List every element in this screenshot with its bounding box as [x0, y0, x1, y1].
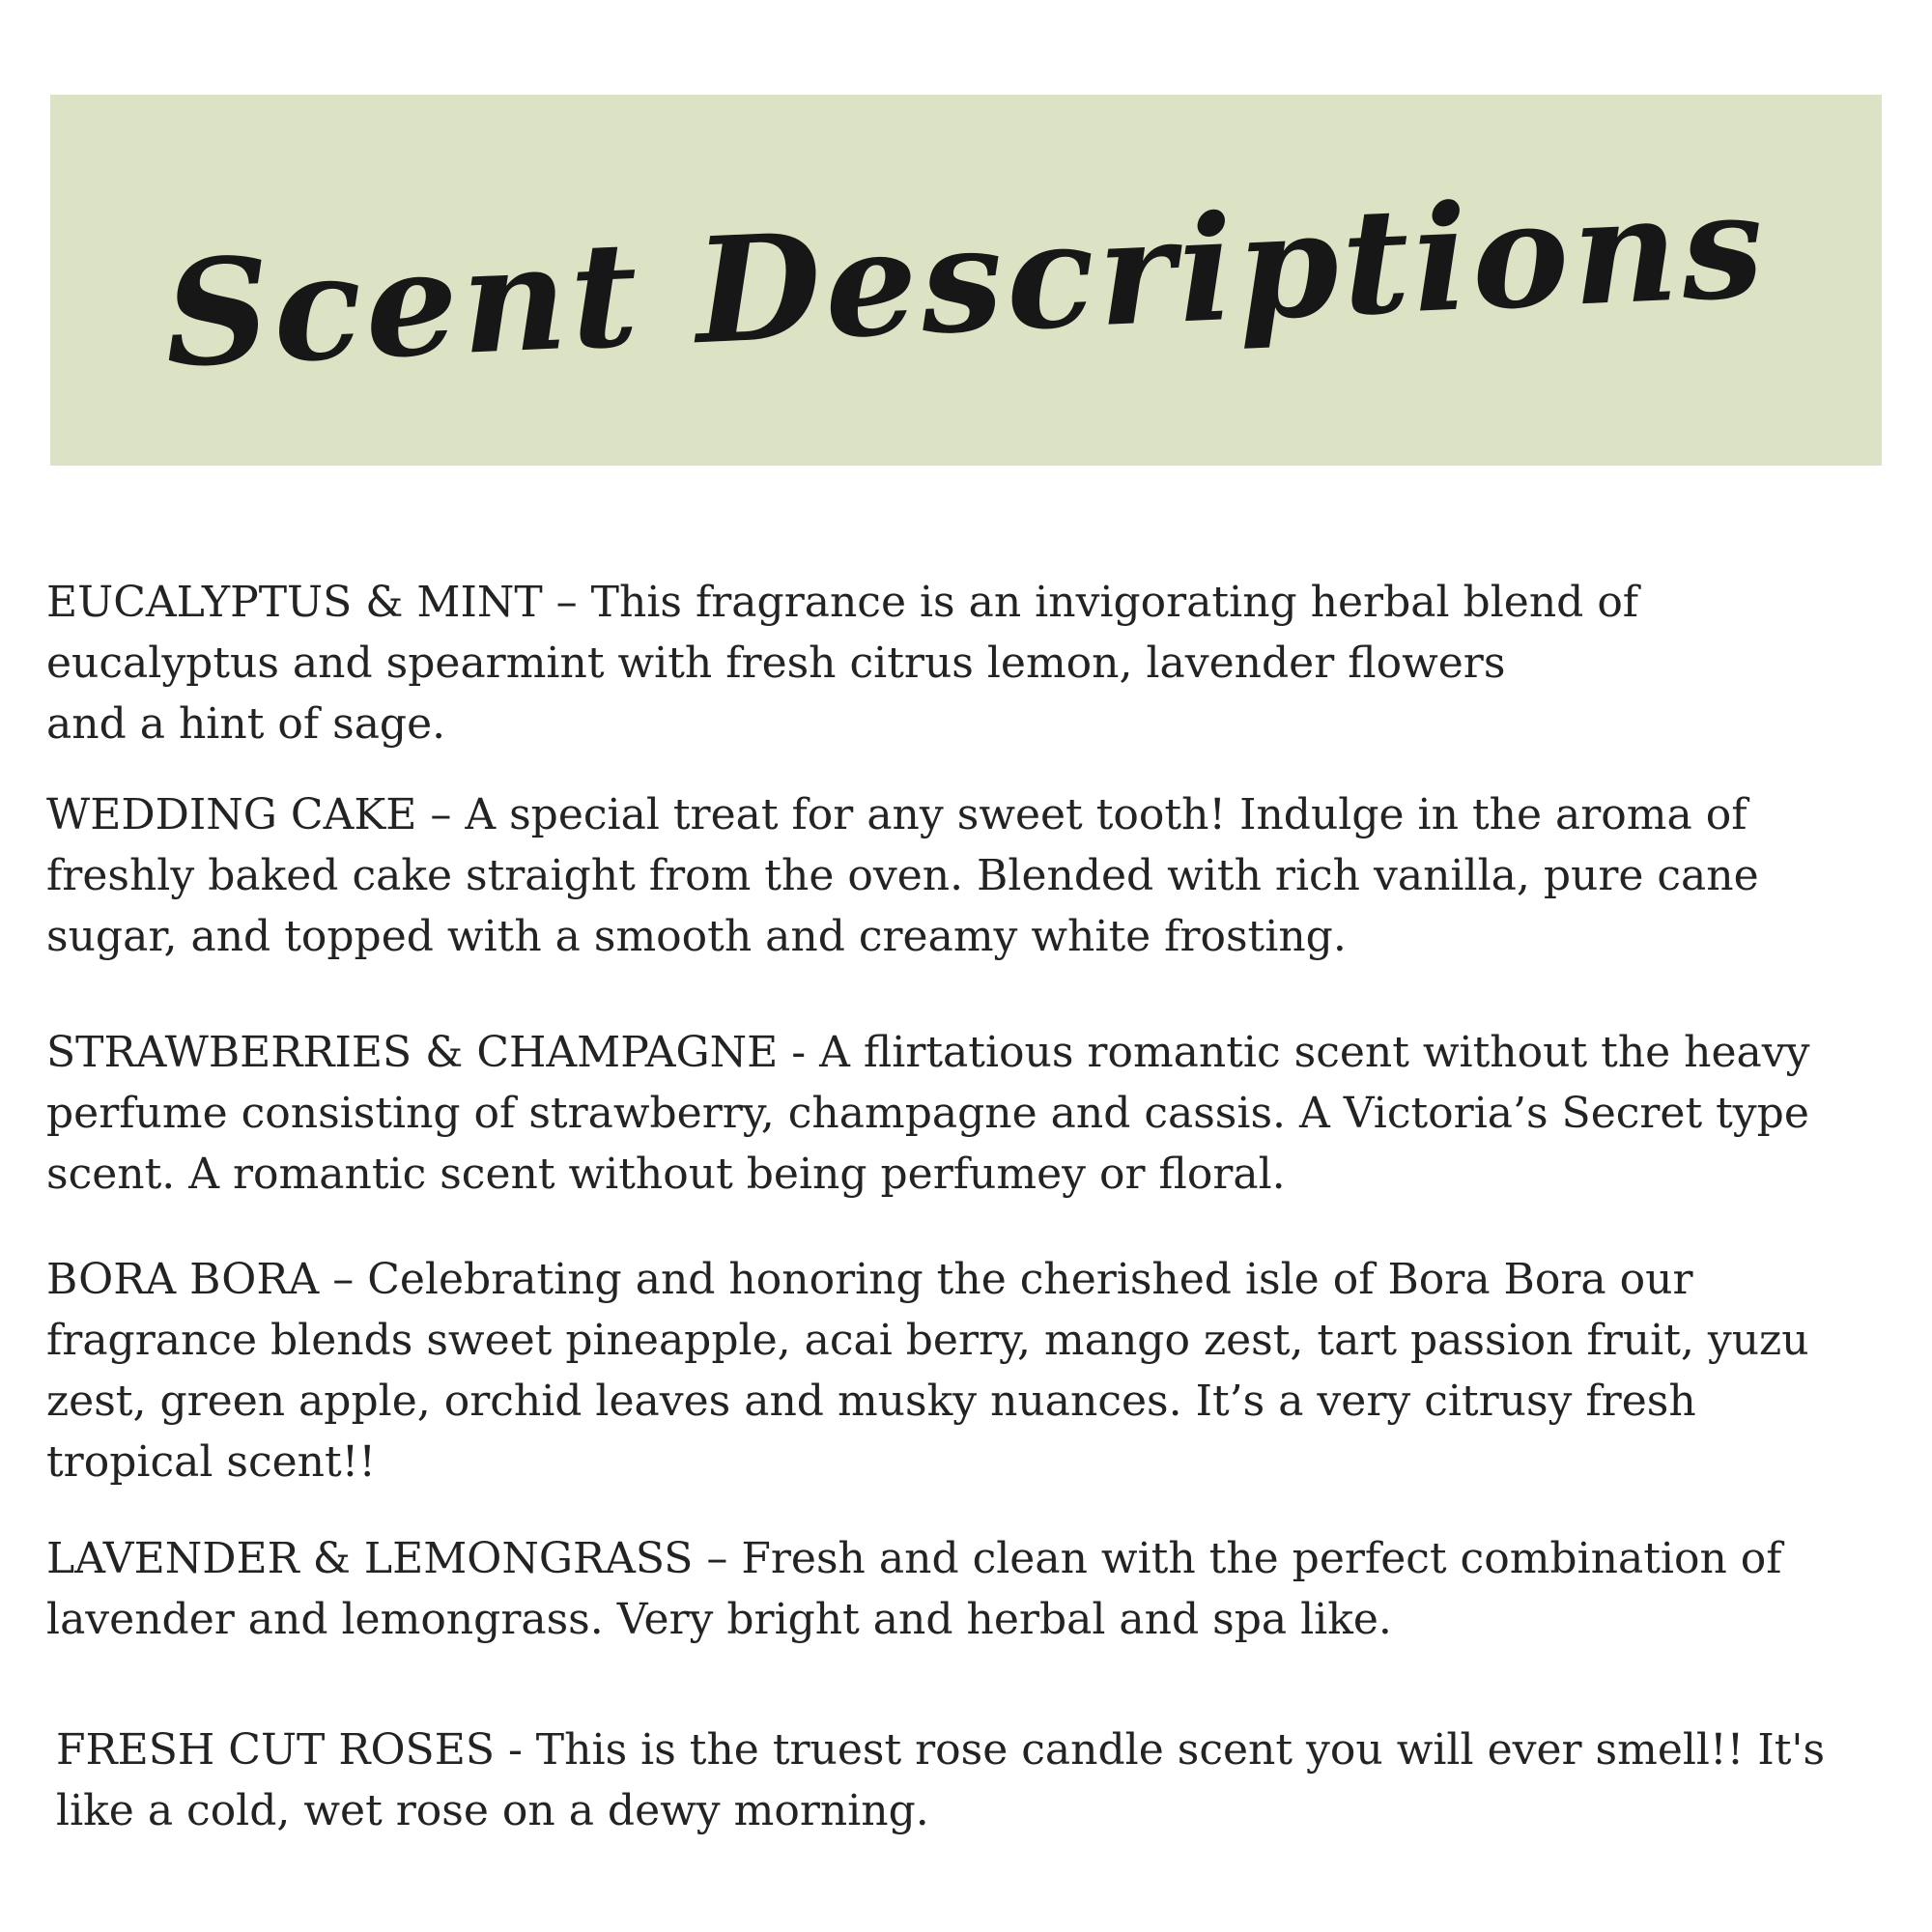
text-line: sugar, and topped with a smooth and creamy white frosting. [46, 912, 1347, 961]
text-line: tropical scent!! [46, 1437, 377, 1487]
scent-paragraph-bora-bora [46, 1249, 1891, 1492]
text-line: perfume consisting of strawberry, champagne and cassis. A Victoria’s Secret type [46, 1089, 1809, 1138]
text-line: zest, green apple, orchid leaves and musky nuances. It’s a very citrusy fresh [46, 1377, 1696, 1426]
text-line: like a cold, wet rose on a dewy morning. [56, 1786, 929, 1835]
text-line: and a hint of sage. [46, 699, 446, 749]
text-line: BORA BORA – Celebrating and honoring the cherished isle of Bora Bora our [46, 1255, 1693, 1304]
scent-paragraph-fresh-cut-roses [46, 1719, 1891, 1841]
scent-paragraph-strawberries-champagne [46, 1022, 1891, 1205]
text-line: EUCALYPTUS & MINT – This fragrance is an invigorating herbal blend of [46, 578, 1639, 627]
text-line: lavender and lemongrass. Very bright and herbal and spa like. [46, 1595, 1392, 1644]
title-banner [50, 95, 1882, 466]
text-line: LAVENDER & LEMONGRASS – Fresh and clean with the perfect combination of [46, 1534, 1782, 1583]
scent-description-list [46, 572, 1891, 1841]
scent-paragraph-lavender-lemongrass [46, 1528, 1891, 1650]
text-line: FRESH CUT ROSES - This is the truest rose candle scent you will ever smell!! It's [56, 1725, 1826, 1775]
text-line: WEDDING CAKE – A special treat for any sweet tooth! Indulge in the aroma of [46, 790, 1747, 839]
text-line: scent. A romantic scent without being perfumey or floral. [46, 1150, 1286, 1199]
text-line: fragrance blends sweet pineapple, acai berry, mango zest, tart passion fruit, yuzu [46, 1316, 1809, 1365]
text-line: eucalyptus and spearmint with fresh citrus lemon, lavender flowers [46, 639, 1506, 688]
scent-paragraph-eucalyptus-mint [46, 572, 1891, 754]
text-line: freshly baked cake straight from the oven. Blended with rich vanilla, pure cane [46, 851, 1759, 900]
scent-paragraph-wedding-cake [46, 784, 1891, 967]
text-line: STRAWBERRIES & CHAMPAGNE - A flirtatious romantic scent without the heavy [46, 1028, 1810, 1077]
page-title: Scent Descriptions [161, 159, 1771, 401]
